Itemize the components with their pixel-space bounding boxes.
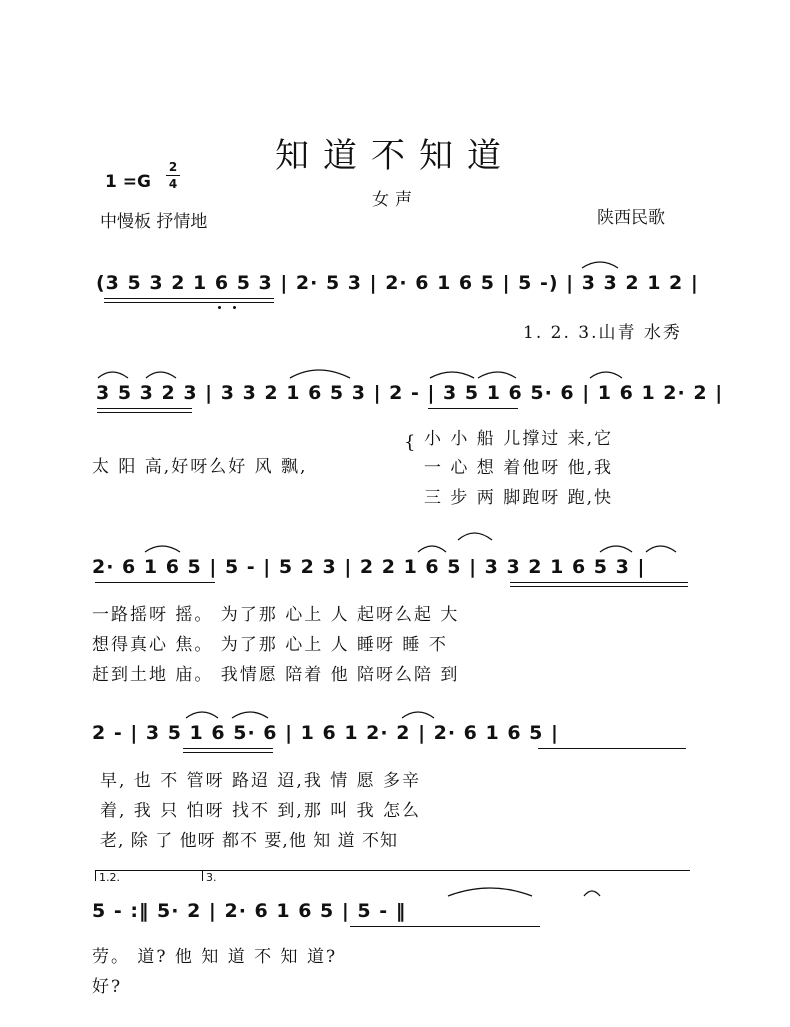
tempo-marking: 中慢板 抒情地 bbox=[100, 212, 208, 232]
system-3-lyric-line-2: 想得真心 焦。 为了那 心上 人 睡呀 睡 不 bbox=[92, 635, 448, 655]
system-1-notes: (3 5 3 2 1 6 5 3 | 2· 5 3 | 2· 6 1 6 5 | 5 -) | 3 3 2 1 2 | bbox=[96, 272, 699, 294]
underline bbox=[97, 408, 192, 409]
slur bbox=[458, 533, 492, 540]
slur bbox=[418, 546, 446, 552]
low-octave-dot bbox=[233, 306, 236, 309]
slur bbox=[290, 370, 350, 378]
song-origin: 陕西民歌 bbox=[597, 208, 665, 228]
volta-1: 1.2. bbox=[95, 870, 203, 881]
meter-top: 2 bbox=[168, 160, 178, 174]
system-1-lyric-line-1: 1. 2. 3.山青 水秀 bbox=[523, 323, 682, 343]
volta-2: 3. bbox=[202, 870, 690, 881]
system-4-lyric-line-2: 着, 我 只 怕呀 找不 到,那 叫 我 怎么 bbox=[100, 801, 422, 821]
underline bbox=[183, 752, 273, 753]
underline bbox=[350, 926, 540, 927]
system-5-lyric-line-2: 好? bbox=[92, 977, 123, 997]
slur bbox=[478, 372, 516, 378]
slur bbox=[232, 712, 268, 718]
verse-brace: { bbox=[404, 432, 416, 453]
system-2-lyric-line-1: 小 小 船 儿撑过 来,它 bbox=[424, 429, 614, 449]
system-5-notes: 5 - :‖ 5· 2 | 2· 6 1 6 5 | 5 - ‖ bbox=[92, 900, 407, 922]
system-4-lyric-line-1: 早, 也 不 管呀 路迢 迢,我 情 愿 多辛 bbox=[100, 771, 422, 791]
slur bbox=[430, 372, 474, 378]
underline bbox=[183, 748, 273, 749]
slur bbox=[186, 712, 218, 718]
system-2-lyric-line-2: 一 心 想 着他呀 他,我 bbox=[424, 458, 614, 478]
slur bbox=[600, 546, 632, 552]
slur bbox=[145, 546, 180, 552]
voice-type: 女声 bbox=[372, 190, 418, 210]
underline bbox=[538, 748, 686, 749]
underline bbox=[104, 298, 274, 299]
system-4-notes: 2 - | 3 5 1 6 5· 6 | 1 6 1 2· 2 | 2· 6 1 6 5 | bbox=[92, 722, 559, 744]
system-2-lyric-left: 太 阳 高,好呀么好 风 飘, bbox=[92, 457, 308, 477]
system-4-lyric-line-3: 老, 除 了 他呀 都不 要,他 知 道 不知 bbox=[100, 831, 399, 851]
system-3-lyric-line-1: 一路摇呀 摇。 为了那 心上 人 起呀么起 大 bbox=[92, 605, 460, 625]
slur bbox=[402, 712, 434, 718]
time-signature bbox=[166, 160, 180, 191]
meter-bottom: 4 bbox=[168, 177, 178, 191]
song-title: 知道不知道 bbox=[275, 136, 515, 176]
meter-divider bbox=[166, 175, 180, 176]
slur bbox=[98, 372, 128, 378]
system-3-notes: 2· 6 1 6 5 | 5 - | 5 2 3 | 2 2 1 6 5 | 3 3 2 1 6 5 3 | bbox=[92, 556, 646, 578]
underline bbox=[510, 586, 688, 587]
underline bbox=[95, 582, 215, 583]
slur bbox=[146, 372, 176, 378]
key-signature: 1 =G bbox=[105, 172, 151, 192]
underline bbox=[510, 582, 688, 583]
underline bbox=[428, 408, 518, 409]
system-3-lyric-line-3: 赶到土地 庙。 我情愿 陪着 他 陪呀么陪 到 bbox=[92, 665, 460, 685]
system-2-lyric-line-3: 三 步 两 脚跑呀 跑,快 bbox=[424, 488, 614, 508]
underline bbox=[104, 302, 274, 303]
underline bbox=[97, 412, 192, 413]
system-5-lyric-line-1: 劳。 道? 他 知 道 不 知 道? bbox=[92, 947, 338, 967]
system-2-notes: 3 5 3 2 3 | 3 3 2 1 6 5 3 | 2 - | 3 5 1 6 5· 6 | 1 6 1 2· 2 | bbox=[96, 382, 724, 404]
slur bbox=[646, 546, 676, 552]
slur bbox=[590, 372, 622, 378]
low-octave-dot bbox=[218, 306, 221, 309]
slur bbox=[582, 262, 618, 268]
fermata bbox=[584, 891, 600, 896]
slur bbox=[448, 888, 532, 896]
